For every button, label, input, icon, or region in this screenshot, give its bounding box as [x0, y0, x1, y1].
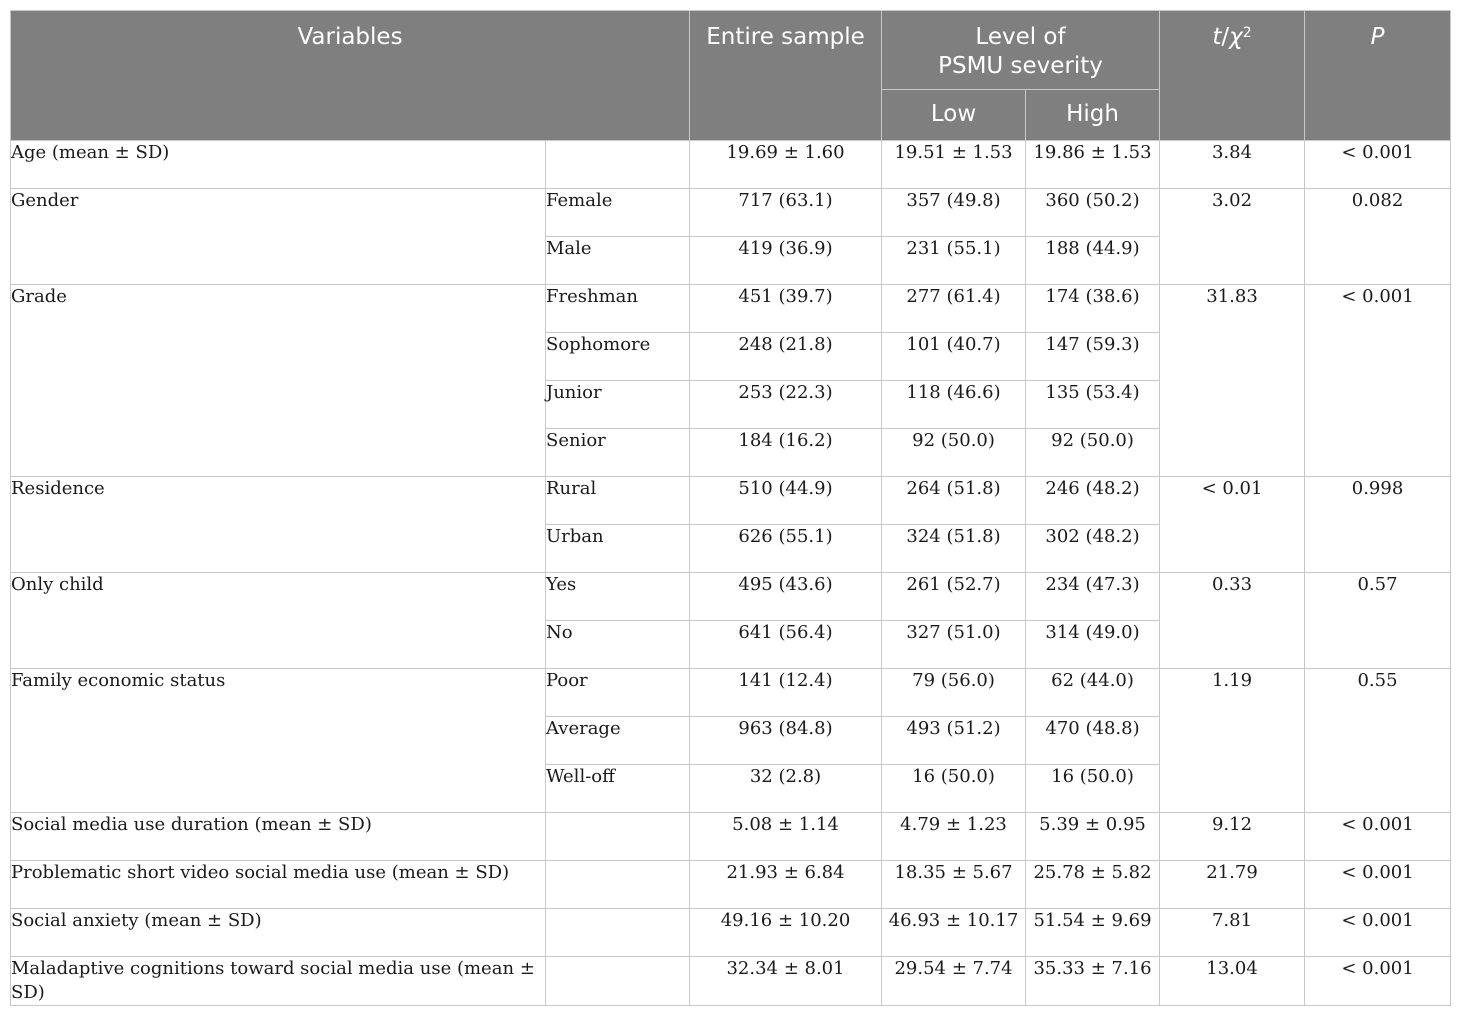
- low-cell: 118 (46.6): [882, 381, 1026, 429]
- entire-sample-cell: 641 (56.4): [690, 621, 882, 669]
- subcategory-cell: Average: [546, 717, 690, 765]
- entire-sample-cell: 419 (36.9): [690, 237, 882, 285]
- table-body: [11, 141, 1451, 1006]
- statistic-cell: 21.79: [1160, 861, 1305, 909]
- entire-sample-cell: 49.16 ± 10.20: [690, 909, 882, 957]
- header-stat-chi: χ: [1229, 24, 1243, 50]
- entire-sample-cell: 253 (22.3): [690, 381, 882, 429]
- entire-sample-cell: 451 (39.7): [690, 285, 882, 333]
- high-cell: 314 (49.0): [1026, 621, 1160, 669]
- variable-label: Gender: [11, 189, 546, 285]
- entire-sample-cell: 141 (12.4): [690, 669, 882, 717]
- p-value-cell: 0.998: [1305, 477, 1451, 573]
- subcategory-cell: [546, 909, 690, 957]
- p-value-cell: < 0.001: [1305, 141, 1451, 189]
- low-cell: 29.54 ± 7.74: [882, 957, 1026, 1006]
- subcategory-cell: Urban: [546, 525, 690, 573]
- high-cell: 35.33 ± 7.16: [1026, 957, 1160, 1006]
- p-value-cell: < 0.001: [1305, 813, 1451, 861]
- entire-sample-cell: 184 (16.2): [690, 429, 882, 477]
- high-cell: 147 (59.3): [1026, 333, 1160, 381]
- low-cell: 231 (55.1): [882, 237, 1026, 285]
- low-cell: 4.79 ± 1.23: [882, 813, 1026, 861]
- high-cell: 62 (44.0): [1026, 669, 1160, 717]
- table-row: [11, 285, 1451, 333]
- statistic-cell: 3.02: [1160, 189, 1305, 285]
- subcategory-cell: [546, 957, 690, 1006]
- entire-sample-cell: 32 (2.8): [690, 765, 882, 813]
- subcategory-cell: Rural: [546, 477, 690, 525]
- low-cell: 493 (51.2): [882, 717, 1026, 765]
- table-row: [11, 669, 1451, 717]
- low-cell: 92 (50.0): [882, 429, 1026, 477]
- entire-sample-cell: 963 (84.8): [690, 717, 882, 765]
- subcategory-cell: [546, 141, 690, 189]
- low-cell: 324 (51.8): [882, 525, 1026, 573]
- p-value-cell: < 0.001: [1305, 285, 1451, 477]
- table-row: [11, 957, 1451, 1006]
- entire-sample-cell: 495 (43.6): [690, 573, 882, 621]
- variable-label: Social media use duration (mean ± SD): [11, 813, 546, 861]
- low-cell: 79 (56.0): [882, 669, 1026, 717]
- entire-sample-cell: 5.08 ± 1.14: [690, 813, 882, 861]
- statistic-cell: 0.33: [1160, 573, 1305, 669]
- subcategory-cell: [546, 813, 690, 861]
- low-cell: 16 (50.0): [882, 765, 1026, 813]
- entire-sample-cell: 626 (55.1): [690, 525, 882, 573]
- variable-label: Problematic short video social media use (mean ± SD): [11, 861, 546, 909]
- variable-label: Maladaptive cognitions toward social media use (mean ± SD): [11, 957, 546, 1006]
- low-cell: 357 (49.8): [882, 189, 1026, 237]
- entire-sample-cell: 717 (63.1): [690, 189, 882, 237]
- subcategory-cell: Female: [546, 189, 690, 237]
- entire-sample-cell: 21.93 ± 6.84: [690, 861, 882, 909]
- statistic-cell: 31.83: [1160, 285, 1305, 477]
- statistic-cell: 7.81: [1160, 909, 1305, 957]
- low-cell: 327 (51.0): [882, 621, 1026, 669]
- high-cell: 92 (50.0): [1026, 429, 1160, 477]
- p-value-cell: < 0.001: [1305, 861, 1451, 909]
- entire-sample-cell: 19.69 ± 1.60: [690, 141, 882, 189]
- low-cell: 19.51 ± 1.53: [882, 141, 1026, 189]
- high-cell: 174 (38.6): [1026, 285, 1160, 333]
- demographics-table: [10, 10, 1451, 1006]
- subcategory-cell: [546, 861, 690, 909]
- low-cell: 264 (51.8): [882, 477, 1026, 525]
- subcategory-cell: Freshman: [546, 285, 690, 333]
- p-value-cell: 0.57: [1305, 573, 1451, 669]
- subcategory-cell: No: [546, 621, 690, 669]
- table-row: [11, 909, 1451, 957]
- statistic-cell: < 0.01: [1160, 477, 1305, 573]
- header-stat-sup: 2: [1242, 25, 1252, 41]
- table-row: [11, 141, 1451, 189]
- high-cell: 19.86 ± 1.53: [1026, 141, 1160, 189]
- header-test-statistic: [1160, 11, 1305, 141]
- high-cell: 188 (44.9): [1026, 237, 1160, 285]
- low-cell: 101 (40.7): [882, 333, 1026, 381]
- high-cell: 25.78 ± 5.82: [1026, 861, 1160, 909]
- variable-label: Grade: [11, 285, 546, 477]
- high-cell: 51.54 ± 9.69: [1026, 909, 1160, 957]
- header-entire-sample: Entire sample: [690, 11, 882, 141]
- header-p: P: [1305, 11, 1451, 141]
- header-high: High: [1026, 90, 1160, 141]
- statistic-cell: 9.12: [1160, 813, 1305, 861]
- p-value-cell: < 0.001: [1305, 909, 1451, 957]
- subcategory-cell: Poor: [546, 669, 690, 717]
- p-value-cell: 0.55: [1305, 669, 1451, 813]
- table-header: [11, 11, 1451, 141]
- header-stat-slash: /: [1221, 24, 1230, 50]
- entire-sample-cell: 510 (44.9): [690, 477, 882, 525]
- statistic-cell: 13.04: [1160, 957, 1305, 1006]
- high-cell: 470 (48.8): [1026, 717, 1160, 765]
- variable-label: Residence: [11, 477, 546, 573]
- subcategory-cell: Sophomore: [546, 333, 690, 381]
- high-cell: 302 (48.2): [1026, 525, 1160, 573]
- high-cell: 16 (50.0): [1026, 765, 1160, 813]
- statistic-cell: 1.19: [1160, 669, 1305, 813]
- table-row: [11, 573, 1451, 621]
- low-cell: 18.35 ± 5.67: [882, 861, 1026, 909]
- header-variables: Variables: [11, 11, 690, 141]
- variable-label: Social anxiety (mean ± SD): [11, 909, 546, 957]
- header-low: Low: [882, 90, 1026, 141]
- header-level-line1: Level of: [975, 24, 1066, 50]
- p-value-cell: < 0.001: [1305, 957, 1451, 1006]
- variable-label: Family economic status: [11, 669, 546, 813]
- entire-sample-cell: 32.34 ± 8.01: [690, 957, 882, 1006]
- variable-label: Age (mean ± SD): [11, 141, 546, 189]
- p-value-cell: 0.082: [1305, 189, 1451, 285]
- subcategory-cell: Senior: [546, 429, 690, 477]
- variable-label: Only child: [11, 573, 546, 669]
- subcategory-cell: Junior: [546, 381, 690, 429]
- entire-sample-cell: 248 (21.8): [690, 333, 882, 381]
- header-stat-t: t: [1212, 24, 1222, 50]
- statistic-cell: 3.84: [1160, 141, 1305, 189]
- subcategory-cell: Yes: [546, 573, 690, 621]
- subcategory-cell: Well-off: [546, 765, 690, 813]
- high-cell: 360 (50.2): [1026, 189, 1160, 237]
- table-row: [11, 189, 1451, 237]
- high-cell: 234 (47.3): [1026, 573, 1160, 621]
- header-level-of-psmu-severity: [882, 11, 1160, 90]
- low-cell: 261 (52.7): [882, 573, 1026, 621]
- subcategory-cell: Male: [546, 237, 690, 285]
- high-cell: 246 (48.2): [1026, 477, 1160, 525]
- low-cell: 277 (61.4): [882, 285, 1026, 333]
- table-row: [11, 477, 1451, 525]
- high-cell: 135 (53.4): [1026, 381, 1160, 429]
- table-row: [11, 861, 1451, 909]
- header-level-line2: PSMU severity: [938, 53, 1103, 79]
- table-row: [11, 813, 1451, 861]
- high-cell: 5.39 ± 0.95: [1026, 813, 1160, 861]
- low-cell: 46.93 ± 10.17: [882, 909, 1026, 957]
